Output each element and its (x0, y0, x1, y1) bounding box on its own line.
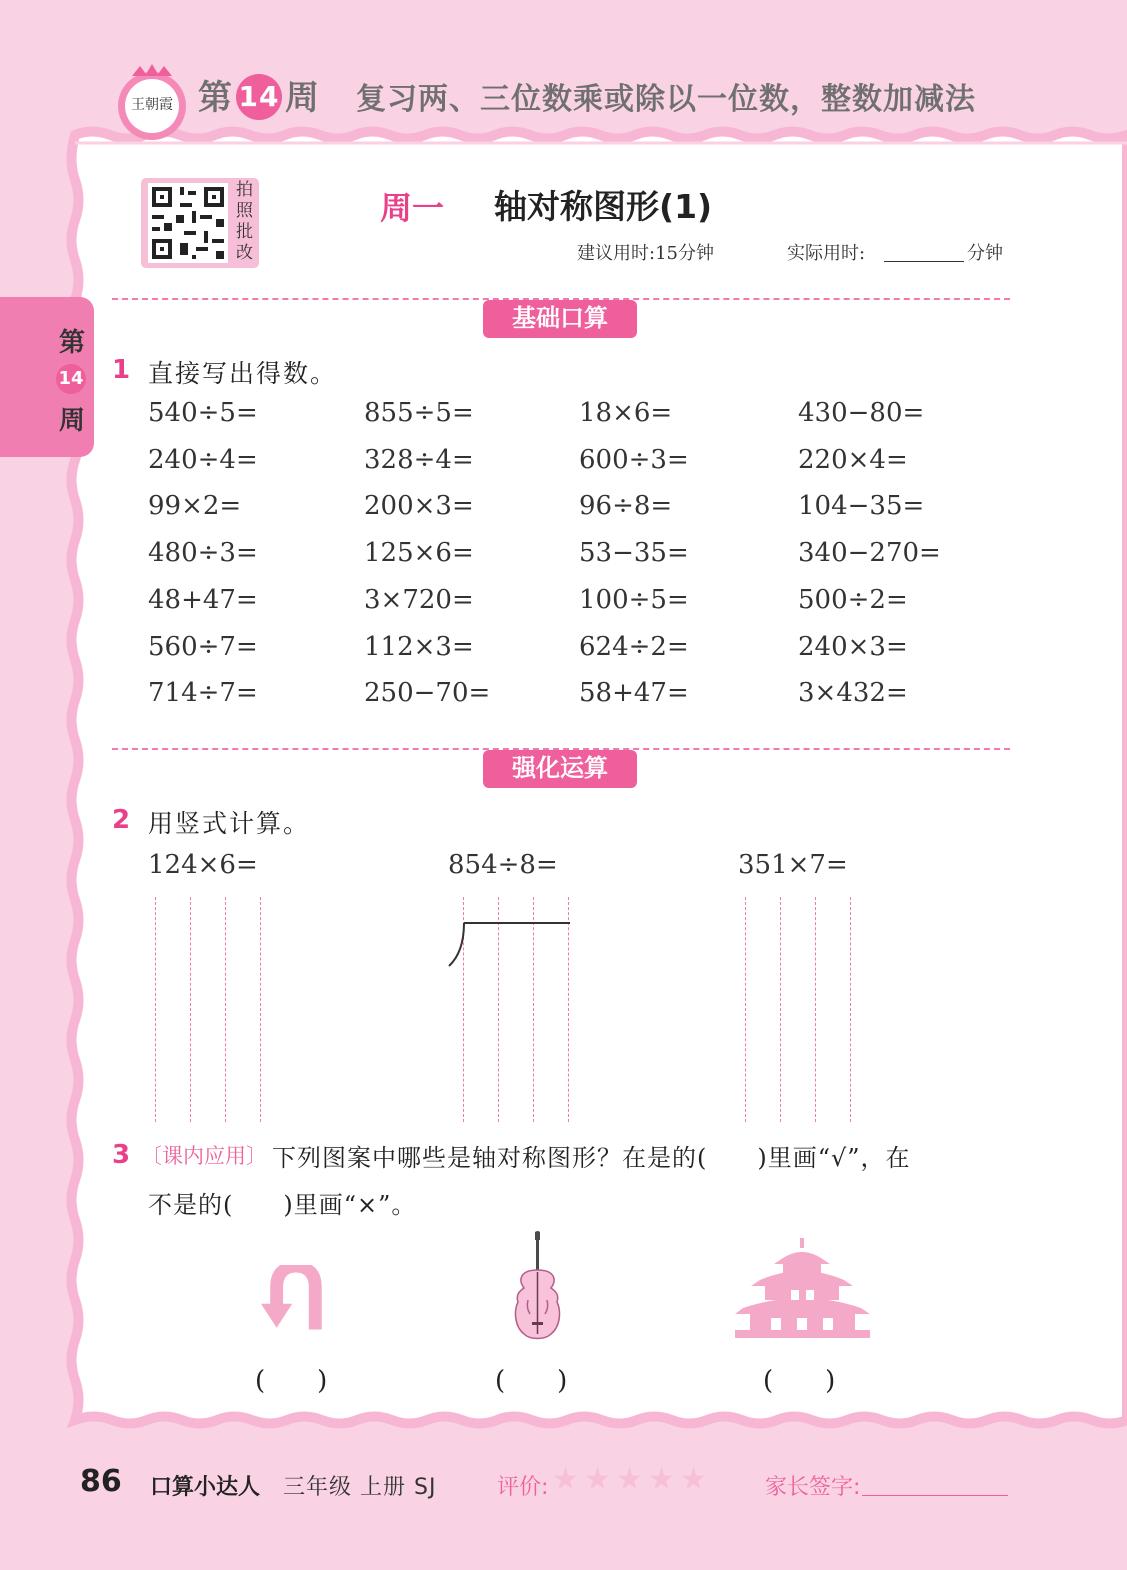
vertical-calc-problem: 351×7= (738, 850, 848, 880)
calc-expression: 500÷2= (798, 584, 908, 615)
calc-expression: 18×6= (579, 398, 673, 428)
work-column-line (225, 897, 226, 1122)
signature-blank[interactable] (862, 1495, 1008, 1496)
qr-code-icon[interactable] (148, 183, 228, 263)
rating-star-icon[interactable]: ★ (648, 1462, 675, 1497)
calc-expression: 714÷7= (148, 678, 258, 709)
actual-time-label: 实际用时: (787, 243, 866, 264)
question-number: 1 (112, 355, 131, 385)
calc-expression: 99×2= (148, 491, 242, 522)
calc-expression: 340−270= (798, 538, 941, 569)
rating-star-icon[interactable]: ★ (680, 1462, 707, 1497)
rating-star-icon[interactable]: ★ (616, 1462, 643, 1497)
work-column-line (850, 897, 851, 1122)
unit-title: 复习两、三位数乘或除以一位数，整数加减法 (356, 82, 976, 117)
mental-math-grid (148, 398, 1008, 728)
calc-expression: 104−35= (798, 491, 925, 522)
section-tag-basic: 基础口算 (483, 300, 637, 338)
week-prefix: 第 (198, 78, 233, 118)
question-category-tag: 〔课内应用〕 (141, 1144, 267, 1168)
work-column-line (745, 897, 746, 1122)
violin-icon (510, 1230, 565, 1345)
vertical-calc-problem: 854÷8= (448, 850, 558, 880)
calc-expression: 430−80= (798, 398, 925, 428)
work-column-line (815, 897, 816, 1122)
question-instruction-line2: 不是的( )里画“×”。 (148, 1191, 417, 1219)
answer-blank[interactable]: ( ) (763, 1366, 836, 1396)
book-brand: 口算小达人 (150, 1475, 261, 1500)
parent-signature-label: 家长签字: (765, 1475, 861, 1500)
question-number: 2 (112, 805, 131, 835)
page-number: 86 (80, 1464, 122, 1499)
lesson-day: 周一 (380, 189, 445, 227)
work-column-line (260, 897, 261, 1122)
section-tag-practice: 强化运算 (483, 750, 637, 788)
calc-expression: 125×6= (364, 538, 474, 569)
answer-blank[interactable]: ( ) (255, 1366, 328, 1396)
suggested-time: 建议用时:15分钟 (577, 243, 714, 264)
side-tab-prefix: 第 (58, 328, 85, 358)
rating-star-icon[interactable]: ★ (584, 1462, 611, 1497)
rating-star-icon[interactable]: ★ (552, 1462, 579, 1497)
week-suffix: 周 (285, 78, 320, 118)
question-instruction: 直接写出得数。 (148, 359, 338, 388)
calc-expression: 560÷7= (148, 631, 258, 662)
calc-expression: 58+47= (579, 678, 689, 709)
calc-expression: 3×720= (364, 584, 474, 615)
calc-expression: 200×3= (364, 491, 474, 522)
side-tab-number: 14 (56, 364, 86, 394)
qr-label: 拍照批改 (236, 180, 253, 263)
calc-expression: 240÷4= (148, 444, 258, 475)
calc-expression: 112×3= (364, 631, 474, 662)
work-column-line (190, 897, 191, 1122)
actual-time-unit: 分钟 (967, 243, 1003, 264)
actual-time-blank[interactable] (884, 261, 964, 262)
calc-expression: 250−70= (364, 678, 491, 709)
question-instruction-line1: 下列图案中哪些是轴对称图形？在是的( )里画“√”，在 (272, 1144, 911, 1172)
calc-expression: 624÷2= (579, 631, 689, 662)
side-tab-suffix: 周 (58, 406, 85, 436)
calc-expression: 240×3= (798, 631, 908, 662)
calc-expression: 480÷3= (148, 538, 258, 569)
long-division-bracket-icon (446, 918, 576, 970)
calc-expression: 855÷5= (364, 398, 474, 428)
calc-expression: 48+47= (148, 584, 258, 615)
lesson-title: 轴对称图形(1) (494, 187, 713, 226)
rating-label: 评价: (497, 1475, 549, 1500)
week-number-badge: 14 (236, 74, 282, 120)
week-heading (198, 70, 320, 123)
calc-expression: 600÷3= (579, 444, 689, 475)
work-column-line (780, 897, 781, 1122)
calc-expression: 100÷5= (579, 584, 689, 615)
question-number: 3 (112, 1140, 131, 1170)
calc-expression: 53−35= (579, 538, 689, 569)
logo-badge (112, 62, 192, 142)
calc-expression: 540÷5= (148, 398, 258, 428)
work-column-line (155, 897, 156, 1122)
pavilion-icon (735, 1238, 870, 1340)
calc-expression: 220×4= (798, 444, 908, 475)
calc-expression: 3×432= (798, 678, 908, 709)
answer-blank[interactable]: ( ) (495, 1366, 568, 1396)
vertical-calc-problem: 124×6= (148, 850, 258, 880)
calc-expression: 96÷8= (579, 491, 673, 522)
u-turn-arrow-icon (255, 1265, 335, 1335)
calc-expression: 328÷4= (364, 444, 474, 475)
book-grade: 三年级 上册 SJ (283, 1475, 437, 1500)
question-instruction: 用竖式计算。 (148, 809, 311, 838)
logo-text: 王朝霞 (131, 97, 173, 113)
